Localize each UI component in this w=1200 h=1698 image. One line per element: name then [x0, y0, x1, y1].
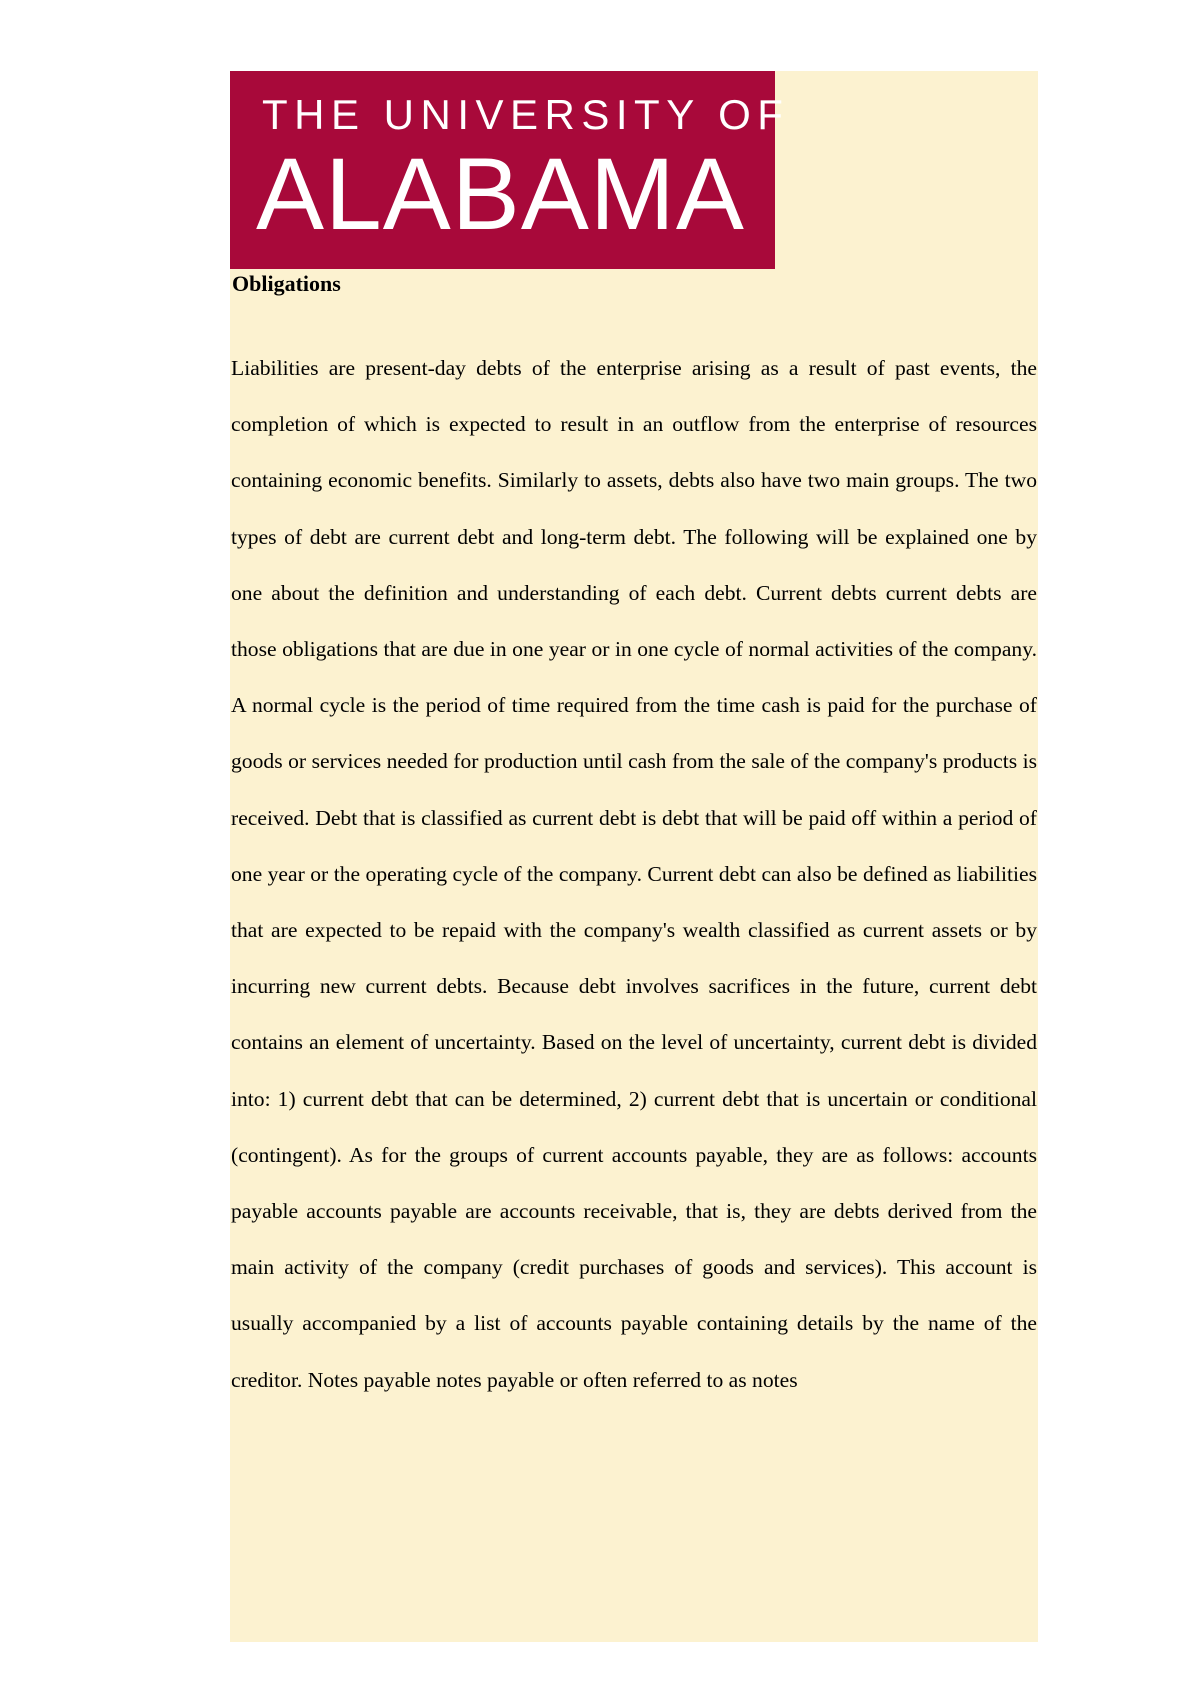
- logo-text-line1: THE UNIVERSITY OF: [262, 91, 790, 138]
- document-heading: Obligations: [232, 271, 341, 296]
- logo-text-line2: ALABAMA: [256, 137, 745, 251]
- university-logo: [230, 71, 790, 269]
- document-paragraph: Liabilities are present-day debts of the enterprise arising as a result of past events, the completion of which is expected to result in an outflow from the enterprise of resources containing economic benefits. Similarly to assets, debts also have two main groups. The two types of debt are current debt and long-term debt. The following will be explained one by one about the definition and understanding of each debt. Current debts current debts are those obligations that are due in one year or in one cycle of normal activities of the company. A normal cycle is the period of time required from the time cash is paid for the purchase of goods or services needed for production until cash from the sale of the company's products is received. Debt that is classified as current debt is debt that will be paid off within a period of one year or the operating cycle of the company. Current debt can also be defined as liabilities that are expected to be repaid with the company's wealth classified as current assets or by incurring new current debts. Because debt involves sacrifices in the future, current debt contains an element of uncertainty. Based on the level of uncertainty, current debt is divided into: 1) current debt that can be determined, 2) current debt that is uncertain or conditional (contingent). As for the groups of current accounts payable, they are as follows: accounts payable accounts payable are accounts receivable, that is, they are debts derived from the main activity of the company (credit purchases of goods and services). This account is usually accompanied by a list of accounts payable containing details by the name of the creditor. Notes payable notes payable or often referred to as notes: [231, 356, 1037, 1392]
